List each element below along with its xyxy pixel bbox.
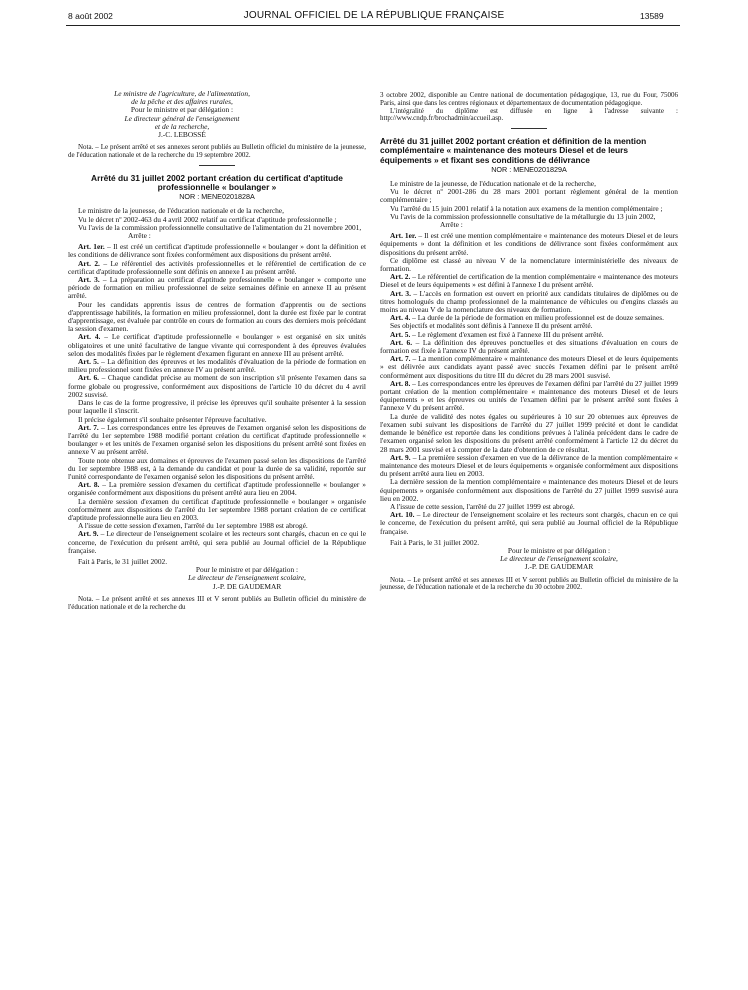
preamble: Vu le décret nº 2002-463 du 4 avril 2002 relatif au certificat d'aptitude professionnelle ; [78,214,337,224]
nor-reference: NOR : MENE0201829A [491,164,567,174]
article-number: Art. 9. [78,529,99,539]
signature-line: de la pêche et des affaires rurales, [131,97,233,107]
continuation-text: L'intégralité du diplôme est diffusée en ligne à l'adresse suivante : http://www.cndp.fr/brochadmin/accueil.asp. [380,106,678,123]
article-list [380,232,678,536]
article-text: – Le référentiel de certification de la mention complémentaire « maintenance des moteurs Diesel et de leurs équipements » est défini à l'annexe I du présent arrêté. [380,272,678,290]
article-text: – La durée de la période de formation en milieu professionnel est de douze semaines. [410,313,664,323]
preamble: Le ministre de la jeunesse, de l'éducation nationale et de la recherche, [390,179,596,188]
continuation-text: 3 octobre 2002, disponible au Centre national de documentation pédagogique, 13, rue du Four, 75006 Paris, ainsi que dans les centres régionaux et départementaux de documentation pédagogique. [380,91,678,107]
article-text: – Les correspondances entre les épreuves de l'examen défini par l'arrêté du 27 juillet 1999 portant création de la mention complémentaire « maintenance des moteurs Diesel et de leurs équipements » et les épreuves ou unités de l'examen défini par le présent arrêté sont fixées à l'annexe V du présent arrêté. [380,378,678,413]
decree-title: Arrêté du 31 juillet 2002 portant création du certificat d'aptitude professionnelle « boulanger » [91,172,343,193]
preamble: Vu l'avis de la commission professionnelle consultative de la métallurgie du 13 juin 2002, [390,211,656,221]
divider [511,128,547,129]
article-paragraph [380,355,678,380]
article-number: Art. 10. [390,510,415,520]
nor-reference: NOR : MENE0201828A [179,192,255,202]
article-paragraph [380,454,678,479]
article-text: – La préparation au certificat d'aptitude professionnelle « boulanger » comporte une période de formation en milieu professionnel de seize semaines définie en annexe II au présent arrêté. [68,275,366,301]
article-text: – Il est créé une mention complémentaire « maintenance des moteurs Diesel et de leurs équipements » dont la définition et les conditions de délivrance sont fixées conformément aux dispositions du présent arrêté. [380,231,678,257]
article-text: La durée de validité des notes égales ou supérieures à 10 sur 20 obtenues aux épreuves de l'examen subi suivant les dispositions de l'arrêté du 27 juillet 1999 précité et dont le candidat demande le bénéfice est reportée dans les conditions prévues à l'alinéa précédent dans le cadre de l'examen organisé selon les dispositions du présent arrêté conformément à l'article 12 du décret du 28 mars 2001 susvisé et à compter de la date d'obtention de ce résultat. [380,411,678,454]
article-number: Art. 7. [390,354,411,364]
signature-name: J.-P. DE GAUDEMAR [524,562,594,572]
article-number: Art. 6. [390,337,413,347]
article-paragraph [380,413,678,454]
header-page-number: 13589 [640,11,664,21]
article-text: Dans le cas de la forme progressive, il précise les épreuves qu'il souhaite présenter à la session pour laquelle il s'inscrit. [68,398,366,416]
article-paragraph [68,424,366,457]
article-text: – La première session d'examen du certificat d'aptitude professionnelle « boulanger » organisée conformément aux dispositions du présent arrêté aura lieu en 2004. [68,480,366,498]
article-paragraph [68,333,366,358]
article-text: – La définition des épreuves et les modalités d'évaluation de la période de formation en milieu professionnel sont fixées en annexe IV au présent arrêté. [68,357,366,375]
article-number: Art. 5. [78,357,99,367]
article-text: – La mention complémentaire « maintenance des moteurs Diesel et de leurs équipements » est délivrée aux candidats ayant passé avec succès l'examen défini par le présent arrêté conformément aux dispositions du titre III du décret du 28 mars 2001 susvisé. [380,354,678,380]
article-text: La dernière session d'examen du certificat d'aptitude professionnelle « boulanger » organisée conformément aux dispositions de l'arrêté du 1er septembre 1988 portant création de ce certificat d'aptitude professionnelle aura lieu en 2003. [68,496,366,522]
header-rule [66,25,680,26]
divider [199,165,235,166]
article-number: Art. 5. [390,329,411,339]
article-text: – Le directeur de l'enseignement scolaire et les recteurs sont chargés, chacun en ce qui le concerne, de l'exécution du présent arrêté, qui sera publié au Journal officiel de la République française. [380,510,679,536]
signature-line: Pour le ministre et par délégation : [195,565,299,575]
article-number: Art. 3. [390,288,411,298]
done-at: Fait à Paris, le 31 juillet 2002. [390,537,480,547]
article-text: – Le certificat d'aptitude professionnelle « boulanger » est organisé en six unités obligatoires et une unité facultative de langue vivante qui correspondent à des épreuves évaluées selon des modalités fixées par le règlement d'examen figurant en annexe III au présent arrêté. [68,332,367,358]
article-list [68,243,366,555]
left-column [68,90,366,611]
article-text: Toute note obtenue aux domaines et épreuves de l'examen passé selon les dispositions de l'arrêté du 1er septembre 1988 est, à la demande du candidat et pour la durée de sa validité, reportée sur l'unité correspondante de l'examen organisé selon les dispositions du présent arrêté. [68,455,366,481]
article-number: Art. 4. [78,332,101,342]
arrete-label: Arrête : [128,231,151,241]
article-text: Ses objectifs et modalités sont définis à l'annexe II du présent arrêté. [390,321,593,331]
nota: Nota. – Le présent arrêté et ses annexes III et V seront publiés au Bulletin officiel du ministère de la jeunesse, de l'éducation nationale et de la recherche du 30 octobre 2002. [380,575,678,592]
article-paragraph [68,276,366,301]
signature-line: Le directeur général de l'enseignement [124,113,240,123]
article-paragraph [380,273,678,289]
signature-line: Le directeur de l'enseignement scolaire, [500,554,618,564]
article-paragraph [68,260,366,276]
signature-block [380,547,678,572]
signature-line: Le directeur de l'enseignement scolaire, [188,573,306,583]
preamble: Vu le décret nº 2001-286 du 28 mars 2001 portant règlement général de la mention complémentaire ; [380,187,678,205]
nota: Nota. – Le présent arrêté et ses annexes seront publiés au Bulletin officiel du ministère de la jeunesse, de l'éducation nationale et de la recherche du 19 septembre 2002. [68,143,366,160]
article-number: Art. 6. [78,373,100,383]
signature-agriculture [68,90,366,139]
article-number: Art. 3. [78,275,100,285]
article-text: A l'issue de cette session d'examen, l'arrêté du 1er septembre 1988 est abrogé. [78,521,308,531]
signature-name: J.-C. LEBOSSÉ [158,130,206,140]
article-number: Art. 9. [390,452,411,462]
signature-line: Pour le ministre et par délégation : [507,545,611,555]
signature-line: Pour le ministre et par délégation : [130,105,234,115]
article-paragraph [380,290,678,315]
right-column [380,92,678,592]
article-text: – Chaque candidat précise au moment de son inscription s'il présente l'examen dans sa forme globale ou progressive, conformément aux dispositions de l'article 10 du décret du 4 avril 2002 susvisé. [68,373,366,399]
article-text: – Il est créé un certificat d'aptitude professionnelle « boulanger » dont la définition et les conditions de délivrance sont fixées conformément aux dispositions du présent arrêté. [68,242,366,260]
article-number: Art. 8. [390,378,411,388]
decree-title: Arrêté du 31 juillet 2002 portant création et définition de la mention complémentaire « maintenance des moteurs Diesel et de leurs équipements » et fixant ses conditions de délivrance [380,136,647,165]
preamble: Vu l'avis de la commission professionnelle consultative de l'alimentation du 21 novembre 2001, [78,222,362,232]
article-paragraph [380,339,678,355]
preamble: Vu l'arrêté du 15 juin 2001 relatif à la notation aux examens de la mention complémentaire ; [390,203,663,213]
article-text: – La définition des épreuves ponctuelles et des situations d'évaluation en cours de formation est fixée à l'annexe IV du présent arrêté. [380,337,678,356]
article-number: Art. 8. [78,480,100,490]
arrete-label: Arrête : [440,220,463,230]
article-paragraph [380,380,678,413]
article-paragraph [380,232,678,257]
article-number: Art. 1er. [78,242,105,252]
header-date: 8 août 2002 [68,11,113,21]
article-number: Art. 4. [390,313,411,323]
article-text: La dernière session de la mention complémentaire « maintenance des moteurs Diesel et de leurs équipements » organisée conformément aux dispositions de l'arrêté du 27 juillet 1999 susvisé aura lieu en 2002. [380,477,678,503]
article-paragraph [68,498,366,523]
article-paragraph [380,511,678,536]
article-text: A l'issue de cette session, l'arrêté du 27 juillet 1999 est abrogé. [390,501,575,511]
nota: Nota. – Le présent arrêté et ses annexes III et V seront publiés au Bulletin officiel du ministère de l'éducation nationale et de la recherche du [68,594,366,611]
signature-name: J.-P. DE GAUDEMAR [212,581,282,591]
signature-block [68,566,366,591]
article-number: Art. 2. [78,258,100,268]
article-number: Art. 2. [390,272,411,282]
article-paragraph [68,374,366,399]
article-paragraph [68,243,366,259]
article-text: – Les correspondances entre les épreuves de l'examen organisé selon les dispositions de l'arrêté du 1er septembre 1988 modifié portant création du certificat d'aptitude professionnelle « boulanger » et les unités de l'examen organisé selon les dispositions du présent arrêté sont fixées en annexe V au présent arrêté. [68,422,366,457]
article-text: Il précise également s'il souhaite présenter l'épreuve facultative. [78,414,267,424]
article-paragraph [68,399,366,415]
preamble: Le ministre de la jeunesse, de l'éducation nationale et de la recherche, [78,206,284,216]
article-text: – La première session d'examen en vue de la délivrance de la mention complémentaire « maintenance des moteurs Diesel et de leurs équipements » organisée conformément aux dispositions du présent arrêté aura lieu en 2003. [380,452,678,479]
article-paragraph [380,478,678,503]
article-text: – Le règlement d'examen est fixé à l'annexe III du présent arrêté. [410,329,604,339]
article-text: Ce diplôme est classé au niveau V de la nomenclature interministérielle des niveaux de formation. [380,255,678,274]
article-text: – Le référentiel des activités professionnelles et le référentiel de certification de ce certificat d'aptitude professionnelle sont définis en annexe I au présent arrêté. [68,258,366,276]
article-paragraph [68,530,366,555]
article-paragraph [68,457,366,482]
article-text: – Le directeur de l'enseignement scolaire et les recteurs sont chargés, chacun en ce qui le concerne, de l'exécution du présent arrêté, qui sera publié au Journal officiel de la République française. [68,529,366,555]
article-text: – L'accès en formation est ouvert en priorité aux candidats titulaires de diplômes ou de titres homologués du champ professionnel de la maintenance de véhicules ou d'engins classés au moins au niveau V de la nomenclature des niveaux de formation. [380,288,678,315]
header-title: JOURNAL OFFICIEL DE LA RÉPUBLIQUE FRANÇAISE [243,10,505,21]
article-paragraph [68,481,366,497]
article-number: Art. 7. [78,422,99,432]
article-number: Art. 1er. [390,231,417,241]
article-paragraph [68,358,366,374]
article-paragraph [68,301,366,334]
article-text: Pour les candidats apprentis issus de centres de formation d'apprentis ou de sections d'apprentissage habilités, la formation en milieu professionnel, dont la durée est fixée par le contrat d'apprentissage, est évaluée par contrôle en cours de formation au cours des derniers mois précédant la session d'examen. [68,299,366,334]
signature-line: Le ministre de l'agriculture, de l'alimentation, [114,89,250,98]
signature-line: et de la recherche, [154,121,210,131]
article-paragraph [380,257,678,273]
page-header [0,0,748,28]
done-at: Fait à Paris, le 31 juillet 2002. [78,556,168,566]
